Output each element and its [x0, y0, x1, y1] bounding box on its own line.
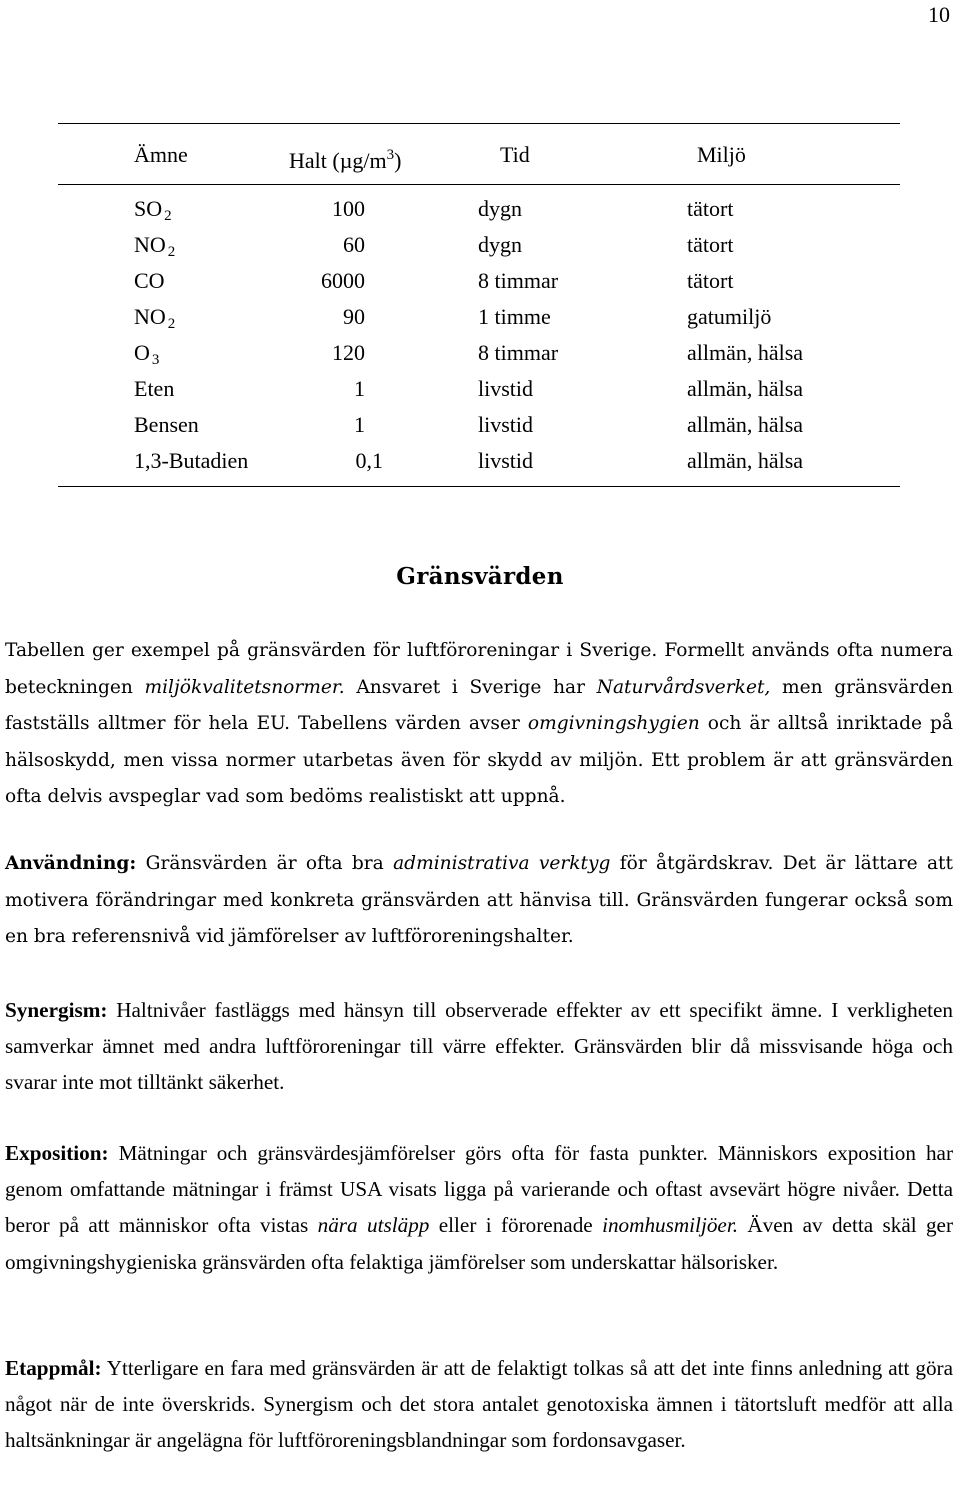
table-cell-substance: CO: [134, 268, 165, 293]
table-cell-value: 1: [354, 376, 365, 401]
table-cell-time: livstid: [478, 412, 534, 437]
table-cell-value: 1: [354, 412, 365, 437]
table-cell-value: 100: [332, 196, 365, 221]
table-cell-environment: gatumiljö: [687, 304, 772, 329]
table-cell-environment: allmän, hälsa: [687, 340, 804, 365]
usage-label: Användning:: [5, 853, 137, 874]
table-cell-value: 90: [343, 304, 365, 329]
table-cell-time: 8 timmar: [478, 268, 559, 293]
table-cell-environment: allmän, hälsa: [687, 448, 804, 473]
table-top-rule: [58, 123, 900, 124]
header-time: Tid: [500, 142, 530, 167]
table-cell-substance: 1,3-Butadien: [134, 448, 249, 473]
milestone-paragraph: Etappmål: Ytterligare en fara med gränsvärden är att de felaktigt tolkas så att det inte finns anledning att göra något när de inte överskrids. Synergism och det stora antalet genotoxiska ämnen i tätortsluft medför att alla haltsänkningar är angelägna för luftföroreningsblandningar som fordonsavgaser.: [5, 1356, 953, 1453]
synergism-label: Synergism:: [5, 998, 108, 1022]
section-title: Gränsvärden: [396, 563, 564, 590]
table-cell-environment: tätort: [687, 196, 734, 221]
table-cell-substance: SO $_2$: [134, 196, 172, 224]
table-cell-environment: tätort: [687, 268, 734, 293]
table-cell-environment: allmän, hälsa: [687, 412, 804, 437]
table-cell-value: 60: [343, 232, 365, 257]
table-cell-environment: tätort: [687, 232, 734, 257]
header-concentration: Halt $(\mu g/m^3)$: [289, 147, 402, 173]
table-cell-substance: NO $_2$: [134, 232, 176, 260]
table-cell-value: 6000: [321, 268, 365, 293]
table-header-rule: [58, 184, 900, 185]
table-bottom-rule: [58, 486, 900, 487]
table-cell-environment: allmän, hälsa: [687, 376, 804, 401]
header-environment: Miljö: [697, 142, 746, 167]
page-number: 10: [928, 2, 950, 27]
table-cell-time: 8 timmar: [478, 340, 559, 365]
exposition-label: Exposition:: [5, 1141, 109, 1165]
synergism-paragraph: Synergism: Haltnivåer fastläggs med hänsyn till observerade effekter av ett specifikt ämne. I verkligheten samverkar ämnet med andra luftföroreningar till värre effekter. Gränsvärden blir då missvisande höga och svarar inte mot tilltänkt säkerhet.: [5, 998, 953, 1095]
table-cell-value: 120: [332, 340, 365, 365]
table-cell-value: 0,1: [355, 448, 383, 473]
table-cell-substance: NO $_2$: [134, 304, 176, 332]
header-substance: Ämne: [134, 142, 188, 167]
table-cell-time: 1 timme: [478, 304, 551, 329]
table-cell-time: dygn: [478, 232, 522, 257]
table-cell-substance: O $_3$: [134, 340, 160, 368]
intro-paragraph: Tabellen ger exempel på gränsvärden för luftföroreningar i Sverige. Formellt används ofta numera beteckningen miljökvalitetsnormer. Ansvaret i Sverige har Naturvårdsverket, men gränsvärden fastställs alltmer för hela EU. Tabellens värden avser omgivningshygien och är alltså inriktade på hälsoskydd, men vissa normer utarbetas även för skydd av miljön. Ett problem är att gränsvärden ofta delvis avspeglar vad som bedöms realistiskt att uppnå.: [5, 640, 953, 807]
table-cell-time: livstid: [478, 448, 534, 473]
table-cell-substance: Eten: [134, 376, 175, 401]
table-cell-substance: Bensen: [134, 412, 199, 437]
usage-paragraph: Användning: Gränsvärden är ofta bra administrativa verktyg för åtgärdskrav. Det är lättare att motivera förändringar med konkreta gränsvärden att hänvisa till. Gränsvärden fungerar också som en bra referensnivå vid jämförelser av luftföroreningshalter.: [5, 853, 954, 947]
table-cell-time: livstid: [478, 376, 534, 401]
table-cell-time: dygn: [478, 196, 522, 221]
milestone-label: Etappmål:: [5, 1356, 102, 1380]
exposition-paragraph: Exposition: Mätningar och gränsvärdesjämförelser görs ofta för fasta punkter. Människors exposition har genom omfattande mätningar i främst USA visats ligga på varierande och oftast avsevärt högre nivåer. Detta beror på att människor ofta vistas nära utsläpp eller i förorenade inomhusmiljöer. Även av detta skäl ger omgivningshygieniska gränsvärden ofta felaktiga jämförelser som underskattar hälsorisker.: [5, 1141, 954, 1274]
